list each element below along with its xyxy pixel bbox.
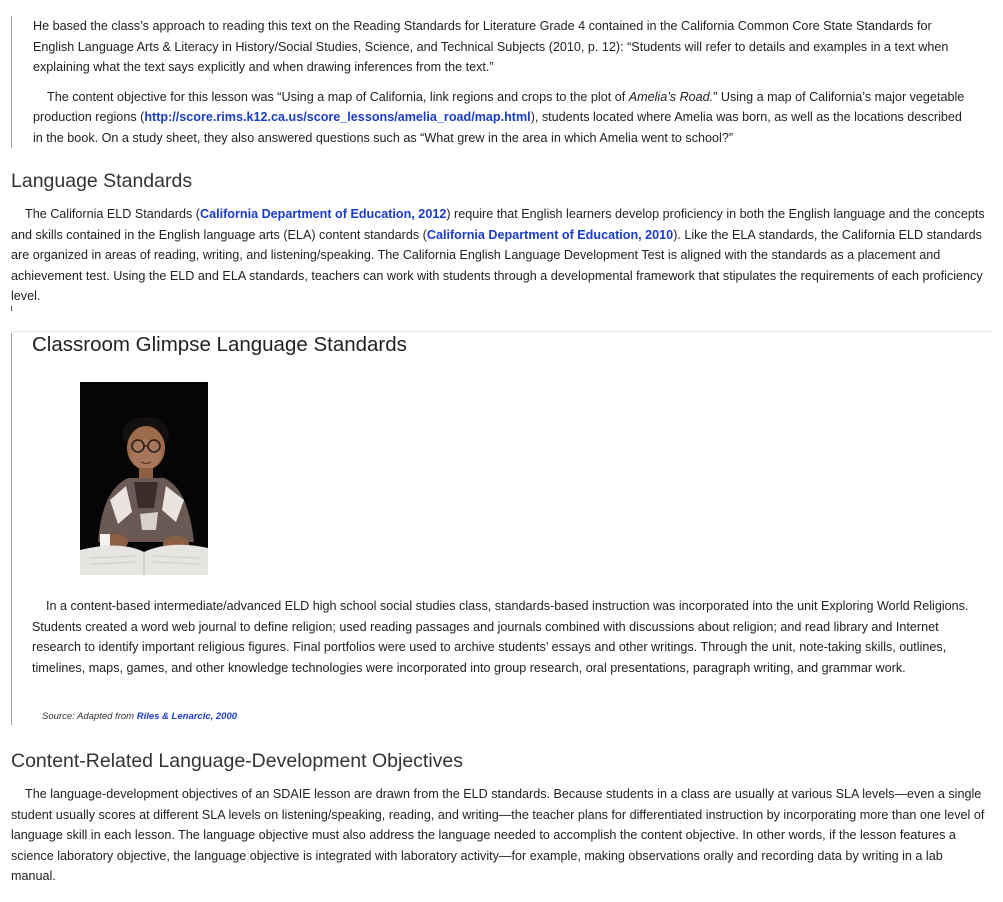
- classroom-glimpse-box: [11, 333, 992, 725]
- source-prefix: Source: Adapted from: [42, 711, 137, 722]
- text-span: The content objective for this lesson was “Using a map of California, link regions and crops to the plot of: [47, 89, 629, 104]
- divider-tick: [11, 306, 12, 311]
- cde-2012-link[interactable]: California Department of Education, 2012: [200, 207, 447, 221]
- student-photo-illustration: [80, 382, 208, 575]
- riles-lenarcic-link[interactable]: Riles & Lenarcic, 2000: [136, 711, 238, 722]
- section-divider: [11, 331, 993, 332]
- text-span: ) require that English learners develop proficiency in both the English language and the concepts and skills contained in the English language arts (ELA) content standards (: [11, 207, 985, 242]
- book-title: Amelia’s Road.: [628, 89, 714, 104]
- glimpse-paragraph: In a content-based intermediate/advanced ELD high school social studies class, standards-based instruction was incorporated into the unit Exploring World Religions. Students created a word web journal to define religion; used reading passages and journals combined with discussions about religion; and read library and Internet research to identify important religious figures. Final portfolios were used to archive students’ essays and other writings. Through the unit, note-taking skills, outlines, timelines, maps, games, and other knowledge technologies were incorporated into group research, oral presentations, paragraph writing, and grammar work.: [32, 599, 969, 675]
- language-standards-paragraph: [11, 204, 989, 307]
- text-span: ), students located where Amelia was born, as well as the locations described in the book. On a study sheet, they also answered questions such as “What grew in the area in which Amelia went to school?”: [33, 110, 962, 145]
- map-link[interactable]: http://score.rims.k12.ca.us/score_lessons/amelia_road/map.html: [144, 110, 531, 124]
- content-objectives-heading: Content-Related Language-Development Objectives: [11, 750, 464, 772]
- glimpse-title: Classroom Glimpse Language Standards: [32, 333, 407, 356]
- content-objective-paragraph: [33, 87, 968, 149]
- student-photo: [80, 382, 208, 575]
- text-span: ” Using a map of California’s major vegetable production regions (: [33, 89, 965, 124]
- standards-paragraph: He based the class’s approach to reading this text on the Reading Standards for Literature Grade 4 contained in the California Common Core State Standards for English Language Arts & Literacy in History/Social Studies, Science, and Technical Subjects (2010, p. 12): “Students will refer to details and examples in a text when explaining what the text says explicitly and when drawing inferences from the text.”: [33, 19, 949, 74]
- language-standards-heading: Language Standards: [11, 170, 193, 192]
- text-span: The California ELD Standards (: [25, 207, 200, 221]
- text-span: ). Like the ELA standards, the California ELD standards are organized in areas of reading, writing, and listening/speaking. The California English Language Development Test is aligned with the standards as a placement and achievement test. Using the ELD and ELA standards, teachers can work with students through a developmental framework that stipulates the requirements of each proficiency level.: [11, 227, 983, 303]
- cde-2010-link[interactable]: California Department of Education, 2010: [426, 227, 674, 242]
- quoted-block: [11, 16, 968, 148]
- source-citation: [42, 711, 237, 722]
- content-objectives-paragraph: The language-development objectives of an SDAIE lesson are drawn from the ELD standards. Because students in a class are usually at various SLA levels—even a single student usually scores at different SLA levels on listening/speaking, reading, and writing—the teacher plans for differentiated instruction by incorporating more than one level of language skill in each lesson. The language objective must also address the language needed to accomplish the content objective. In other words, if the lesson features a science laboratory objective, the language objective is integrated with laboratory activity—for example, making observations orally and recording data by writing in a lab manual.: [11, 787, 985, 883]
